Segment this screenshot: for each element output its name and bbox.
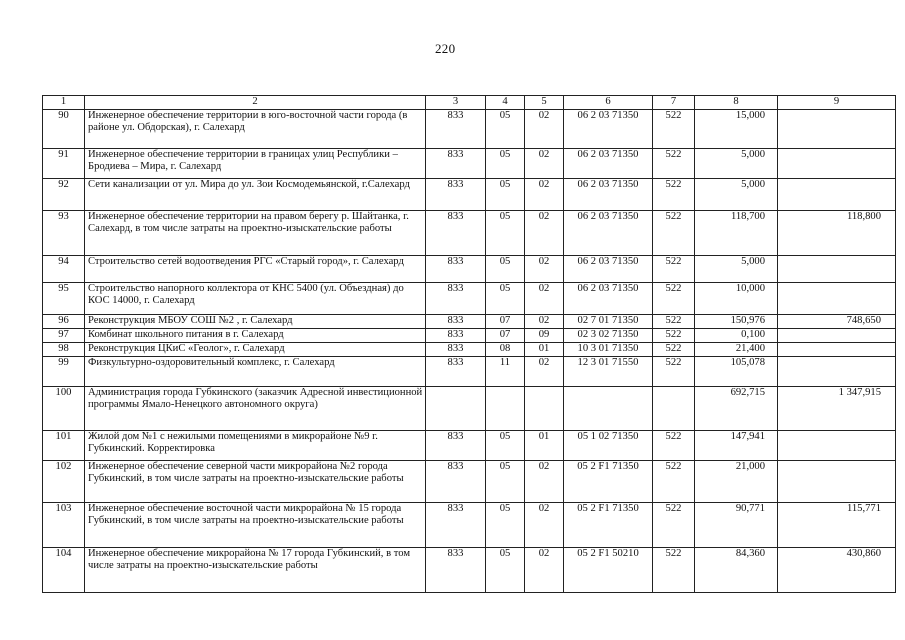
object-name-cell: Администрация города Губкинского (заказчик Адресной инвестиционной программы Ямало-Ненецкого автономного округа) <box>85 387 426 431</box>
object-name-cell: Сети канализации от ул. Мира до ул. Зои Космодемьянской, г.Салехард <box>85 179 426 211</box>
target-article-cell <box>564 387 653 431</box>
total-amount-cell <box>778 343 896 357</box>
amount-cell: 118,700 <box>695 211 778 256</box>
row-number-cell: 95 <box>43 283 85 315</box>
amount-cell: 15,000 <box>695 110 778 149</box>
table-row <box>43 211 896 256</box>
row-number-cell: 101 <box>43 431 85 461</box>
row-number-cell: 98 <box>43 343 85 357</box>
total-amount-cell: 430,860 <box>778 548 896 593</box>
expense-type-cell: 522 <box>653 329 695 343</box>
section-code-cell: 05 <box>486 211 525 256</box>
expense-type-cell: 522 <box>653 461 695 503</box>
section-code-cell: 05 <box>486 256 525 283</box>
amount-cell: 10,000 <box>695 283 778 315</box>
expense-type-cell: 522 <box>653 283 695 315</box>
ministry-code-cell: 833 <box>426 211 486 256</box>
target-article-cell: 10 3 01 71350 <box>564 343 653 357</box>
subsection-code-cell: 02 <box>525 283 564 315</box>
target-article-cell: 06 2 03 71350 <box>564 211 653 256</box>
target-article-cell: 06 2 03 71350 <box>564 256 653 283</box>
amount-cell: 692,715 <box>695 387 778 431</box>
expense-type-cell: 522 <box>653 548 695 593</box>
amount-cell: 0,100 <box>695 329 778 343</box>
section-code-cell: 05 <box>486 431 525 461</box>
ministry-code-cell: 833 <box>426 357 486 387</box>
total-amount-cell <box>778 149 896 179</box>
subsection-code-cell: 02 <box>525 256 564 283</box>
column-header: 7 <box>653 96 695 110</box>
subsection-code-cell: 02 <box>525 211 564 256</box>
total-amount-cell <box>778 179 896 211</box>
ministry-code-cell: 833 <box>426 461 486 503</box>
subsection-code-cell: 02 <box>525 179 564 211</box>
column-header: 6 <box>564 96 653 110</box>
object-name-cell: Комбинат школьного питания в г. Салехард <box>85 329 426 343</box>
ministry-code-cell <box>426 387 486 431</box>
section-code-cell: 05 <box>486 461 525 503</box>
target-article-cell: 05 2 F1 71350 <box>564 503 653 548</box>
table-row <box>43 548 896 593</box>
section-code-cell: 11 <box>486 357 525 387</box>
amount-cell: 90,771 <box>695 503 778 548</box>
table-row <box>43 256 896 283</box>
object-name-cell: Физкультурно-оздоровительный комплекс, г. Салехард <box>85 357 426 387</box>
ministry-code-cell: 833 <box>426 256 486 283</box>
ministry-code-cell: 833 <box>426 283 486 315</box>
target-article-cell: 06 2 03 71350 <box>564 110 653 149</box>
ministry-code-cell: 833 <box>426 179 486 211</box>
object-name-cell: Строительство сетей водоотведения РГС «Старый город», г. Салехард <box>85 256 426 283</box>
total-amount-cell <box>778 283 896 315</box>
object-name-cell: Инженерное обеспечение территории на правом берегу р. Шайтанка, г. Салехард, в том числе затраты на проектно-изыскательские работы <box>85 211 426 256</box>
ministry-code-cell: 833 <box>426 149 486 179</box>
row-number-cell: 92 <box>43 179 85 211</box>
row-number-cell: 90 <box>43 110 85 149</box>
target-article-cell: 06 2 03 71350 <box>564 283 653 315</box>
subsection-code-cell: 09 <box>525 329 564 343</box>
ministry-code-cell: 833 <box>426 503 486 548</box>
total-amount-cell: 118,800 <box>778 211 896 256</box>
row-number-cell: 93 <box>43 211 85 256</box>
ministry-code-cell: 833 <box>426 110 486 149</box>
total-amount-cell <box>778 256 896 283</box>
column-header: 2 <box>85 96 426 110</box>
amount-cell: 5,000 <box>695 149 778 179</box>
table-row <box>43 315 896 329</box>
subsection-code-cell: 02 <box>525 110 564 149</box>
expense-type-cell: 522 <box>653 431 695 461</box>
total-amount-cell: 748,650 <box>778 315 896 329</box>
amount-cell: 21,400 <box>695 343 778 357</box>
row-number-cell: 97 <box>43 329 85 343</box>
section-code-cell: 05 <box>486 283 525 315</box>
expense-type-cell: 522 <box>653 211 695 256</box>
subsection-code-cell: 02 <box>525 461 564 503</box>
subsection-code-cell: 02 <box>525 357 564 387</box>
table-row <box>43 503 896 548</box>
target-article-cell: 02 3 02 71350 <box>564 329 653 343</box>
table-row <box>43 283 896 315</box>
table-row <box>43 179 896 211</box>
object-name-cell: Жилой дом №1 с нежилыми помещениями в микрорайоне №9 г. Губкинский. Корректировка <box>85 431 426 461</box>
row-number-cell: 96 <box>43 315 85 329</box>
total-amount-cell <box>778 329 896 343</box>
section-code-cell: 07 <box>486 315 525 329</box>
amount-cell: 150,976 <box>695 315 778 329</box>
total-amount-cell: 115,771 <box>778 503 896 548</box>
subsection-code-cell <box>525 387 564 431</box>
target-article-cell: 05 2 F1 71350 <box>564 461 653 503</box>
amount-cell: 5,000 <box>695 256 778 283</box>
column-header: 3 <box>426 96 486 110</box>
table-row <box>43 387 896 431</box>
section-code-cell: 05 <box>486 110 525 149</box>
target-article-cell: 06 2 03 71350 <box>564 179 653 211</box>
object-name-cell: Реконструкция МБОУ СОШ №2 , г. Салехард <box>85 315 426 329</box>
object-name-cell: Реконструкция ЦКиС «Геолог», г. Салехард <box>85 343 426 357</box>
object-name-cell: Инженерное обеспечение северной части микрорайона №2 города Губкинский, в том числе затраты на проектно-изыскательские работы <box>85 461 426 503</box>
total-amount-cell <box>778 357 896 387</box>
section-code-cell: 05 <box>486 548 525 593</box>
table-row <box>43 343 896 357</box>
expense-type-cell: 522 <box>653 503 695 548</box>
expense-type-cell: 522 <box>653 315 695 329</box>
row-number-cell: 104 <box>43 548 85 593</box>
total-amount-cell <box>778 110 896 149</box>
object-name-cell: Инженерное обеспечение восточной части микрорайона № 15 города Губкинский, в том числе затраты на проектно-изыскательские работы <box>85 503 426 548</box>
ministry-code-cell: 833 <box>426 431 486 461</box>
column-header: 4 <box>486 96 525 110</box>
subsection-code-cell: 01 <box>525 431 564 461</box>
expense-type-cell: 522 <box>653 357 695 387</box>
expense-type-cell: 522 <box>653 179 695 211</box>
table-row <box>43 461 896 503</box>
column-header: 5 <box>525 96 564 110</box>
ministry-code-cell: 833 <box>426 329 486 343</box>
subsection-code-cell: 02 <box>525 315 564 329</box>
expense-type-cell <box>653 387 695 431</box>
section-code-cell: 08 <box>486 343 525 357</box>
total-amount-cell <box>778 431 896 461</box>
section-code-cell: 07 <box>486 329 525 343</box>
amount-cell: 21,000 <box>695 461 778 503</box>
expense-type-cell: 522 <box>653 256 695 283</box>
column-header: 9 <box>778 96 896 110</box>
ministry-code-cell: 833 <box>426 548 486 593</box>
ministry-code-cell: 833 <box>426 315 486 329</box>
amount-cell: 147,941 <box>695 431 778 461</box>
row-number-cell: 103 <box>43 503 85 548</box>
row-number-cell: 102 <box>43 461 85 503</box>
object-name-cell: Строительство напорного коллектора от КНС 5400 (ул. Объездная) до КОС 14000, г. Салехард <box>85 283 426 315</box>
section-code-cell: 05 <box>486 149 525 179</box>
amount-cell: 5,000 <box>695 179 778 211</box>
target-article-cell: 05 1 02 71350 <box>564 431 653 461</box>
total-amount-cell: 1 347,915 <box>778 387 896 431</box>
table-row <box>43 357 896 387</box>
row-number-cell: 94 <box>43 256 85 283</box>
subsection-code-cell: 02 <box>525 503 564 548</box>
object-name-cell: Инженерное обеспечение микрорайона № 17 города Губкинский, в том числе затраты на проектно-изыскательские работы <box>85 548 426 593</box>
investment-program-table <box>42 95 896 593</box>
row-number-cell: 91 <box>43 149 85 179</box>
table-row <box>43 149 896 179</box>
object-name-cell: Инженерное обеспечение территории в границах улиц Республики – Бродиева – Мира, г. Салехард <box>85 149 426 179</box>
page-number: 220 <box>435 41 456 56</box>
table-row <box>43 431 896 461</box>
object-name-cell: Инженерное обеспечение территории в юго-восточной части города (в районе ул. Обдорская), г. Салехард <box>85 110 426 149</box>
column-header: 8 <box>695 96 778 110</box>
table-row <box>43 110 896 149</box>
table-body <box>43 110 896 593</box>
subsection-code-cell: 02 <box>525 149 564 179</box>
target-article-cell: 05 2 F1 50210 <box>564 548 653 593</box>
expense-type-cell: 522 <box>653 343 695 357</box>
amount-cell: 84,360 <box>695 548 778 593</box>
total-amount-cell <box>778 461 896 503</box>
subsection-code-cell: 02 <box>525 548 564 593</box>
target-article-cell: 06 2 03 71350 <box>564 149 653 179</box>
section-code-cell: 05 <box>486 179 525 211</box>
row-number-cell: 99 <box>43 357 85 387</box>
expense-type-cell: 522 <box>653 110 695 149</box>
subsection-code-cell: 01 <box>525 343 564 357</box>
target-article-cell: 02 7 01 71350 <box>564 315 653 329</box>
column-number-row <box>43 96 896 110</box>
section-code-cell: 05 <box>486 503 525 548</box>
ministry-code-cell: 833 <box>426 343 486 357</box>
row-number-cell: 100 <box>43 387 85 431</box>
table-row <box>43 329 896 343</box>
column-header: 1 <box>43 96 85 110</box>
target-article-cell: 12 3 01 71550 <box>564 357 653 387</box>
amount-cell: 105,078 <box>695 357 778 387</box>
section-code-cell <box>486 387 525 431</box>
expense-type-cell: 522 <box>653 149 695 179</box>
